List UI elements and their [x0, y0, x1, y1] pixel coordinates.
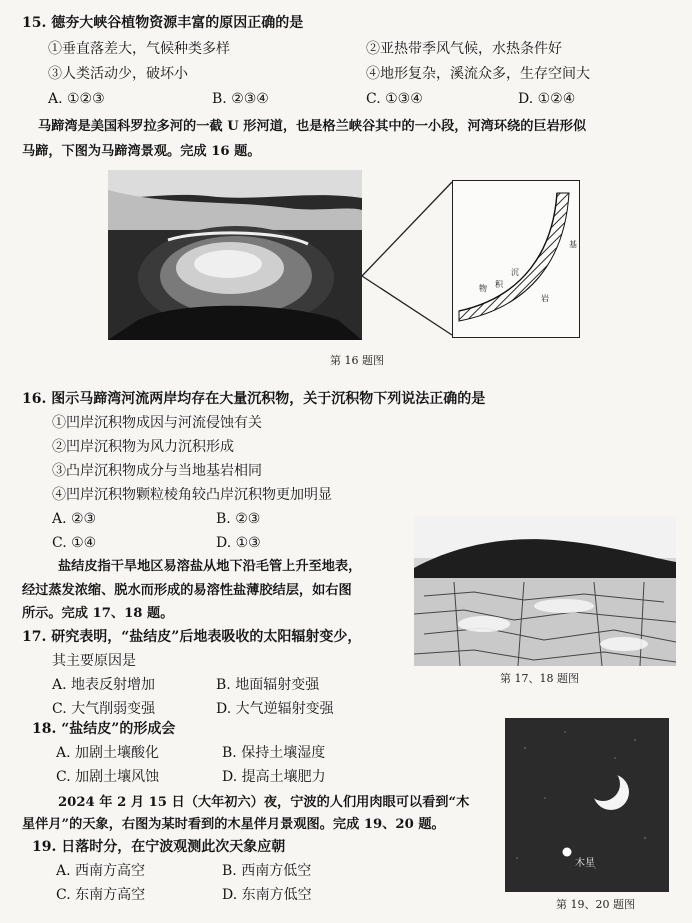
q15-choice-c: C. ①③④ — [366, 91, 423, 107]
diagram-label-1: 沉 — [511, 268, 519, 277]
diagram-label-3: 物 — [479, 284, 487, 293]
q15-choice-a: A. ①②③ — [48, 91, 105, 107]
diagram-label-5: 岩 — [541, 294, 549, 303]
figure19-caption: 第 19、20 题图 — [556, 898, 635, 911]
q16-choice-d: D. ①③ — [216, 535, 261, 551]
intro17-line2: 经过蒸发浓缩、脱水而形成的易溶性盐薄胶结层，如右图 — [22, 583, 352, 598]
jupiter-label: 木星 — [575, 858, 595, 869]
q15-choice-d: D. ①②④ — [518, 91, 576, 107]
q19-choice-d: D. 东南方低空 — [222, 887, 312, 903]
river-bank-diagram — [452, 180, 580, 338]
q17-choice-c: C. 大气削弱变强 — [52, 701, 156, 717]
diagram-label-4: 基 — [569, 240, 577, 249]
q15-choice-b: B. ②③④ — [212, 91, 269, 107]
q18-choice-c: C. 加剧土壤风蚀 — [56, 769, 160, 785]
diagram-label-2: 积 — [495, 280, 503, 289]
q17-stem-line2: 其主要原因是 — [52, 653, 136, 669]
q15-option-1: ①垂直落差大，气候种类多样 — [48, 41, 230, 57]
q15-option-4: ④地形复杂，溪流众多，生存空间大 — [366, 66, 590, 82]
q15-option-3: ③人类活动少，破坏小 — [48, 66, 188, 82]
q16-option-3: ③凸岸沉积物成分与当地基岩相同 — [52, 463, 262, 479]
q18-choice-b: B. 保持土壤湿度 — [222, 745, 326, 761]
q19-choice-a: A. 西南方高空 — [56, 863, 146, 879]
intro19-line2: 星伴月”的天象，右图为某时看到的木星伴月景观图。完成 19、20 题。 — [22, 817, 445, 832]
q16-stem: 16. 图示马蹄湾河流两岸均存在大量沉积物，关于沉积物下列说法正确的是 — [22, 391, 486, 407]
intro16-line1: 马蹄湾是美国科罗拉多河的一截 U 形河道，也是格兰峡谷其中的一小段，河湾环绕的巨岩形似 — [38, 119, 587, 134]
q17-choice-a: A. 地表反射增加 — [52, 677, 156, 693]
q15-option-2: ②亚热带季风气候，水热条件好 — [366, 41, 562, 57]
q15-stem: 15. 德夯大峡谷植物资源丰富的原因正确的是 — [22, 15, 304, 31]
q17-stem-line1: 17. 研究表明，“盐结皮”后地表吸收的太阳辐射变少， — [22, 629, 362, 645]
q16-choice-b: B. ②③ — [216, 511, 261, 527]
q16-option-1: ①凹岸沉积物成因与河流侵蚀有关 — [52, 415, 262, 431]
figure16-caption: 第 16 题图 — [330, 354, 384, 367]
intro19-line1: 2024 年 2 月 15 日（大年初六）夜，宁波的人们用肉眼可以看到“木 — [58, 795, 470, 810]
intro16-line2: 马蹄，下图为马蹄湾景观。完成 16 题。 — [22, 144, 261, 159]
q17-choice-d: D. 大气逆辐射变强 — [216, 701, 334, 717]
figure17-caption: 第 17、18 题图 — [500, 672, 579, 685]
intro17-line1: 盐结皮指干旱地区易溶盐从地下沿毛管上升至地表， — [58, 559, 362, 574]
q18-choice-a: A. 加剧土壤酸化 — [56, 745, 160, 761]
q16-choice-a: A. ②③ — [52, 511, 97, 527]
intro17-line3: 所示。完成 17、18 题。 — [22, 606, 174, 621]
figure-connector-lines — [362, 180, 454, 340]
q16-choice-c: C. ①④ — [52, 535, 97, 551]
q16-option-4: ④凹岸沉积物颗粒棱角较凸岸沉积物更加明显 — [52, 487, 332, 503]
horseshoe-bend-photo — [108, 170, 362, 340]
salt-crust-photo — [414, 516, 676, 666]
q19-stem: 19. 日落时分，在宁波观测此次天象应朝 — [32, 839, 286, 855]
jupiter-moon-photo — [505, 718, 669, 892]
q17-choice-b: B. 地面辐射变强 — [216, 677, 320, 693]
q18-choice-d: D. 提高土壤肥力 — [222, 769, 326, 785]
q16-option-2: ②凹岸沉积物为风力沉积形成 — [52, 439, 234, 455]
q19-choice-b: B. 西南方低空 — [222, 863, 312, 879]
q18-stem: 18. “盐结皮”的形成会 — [32, 721, 176, 737]
q19-choice-c: C. 东南方高空 — [56, 887, 146, 903]
